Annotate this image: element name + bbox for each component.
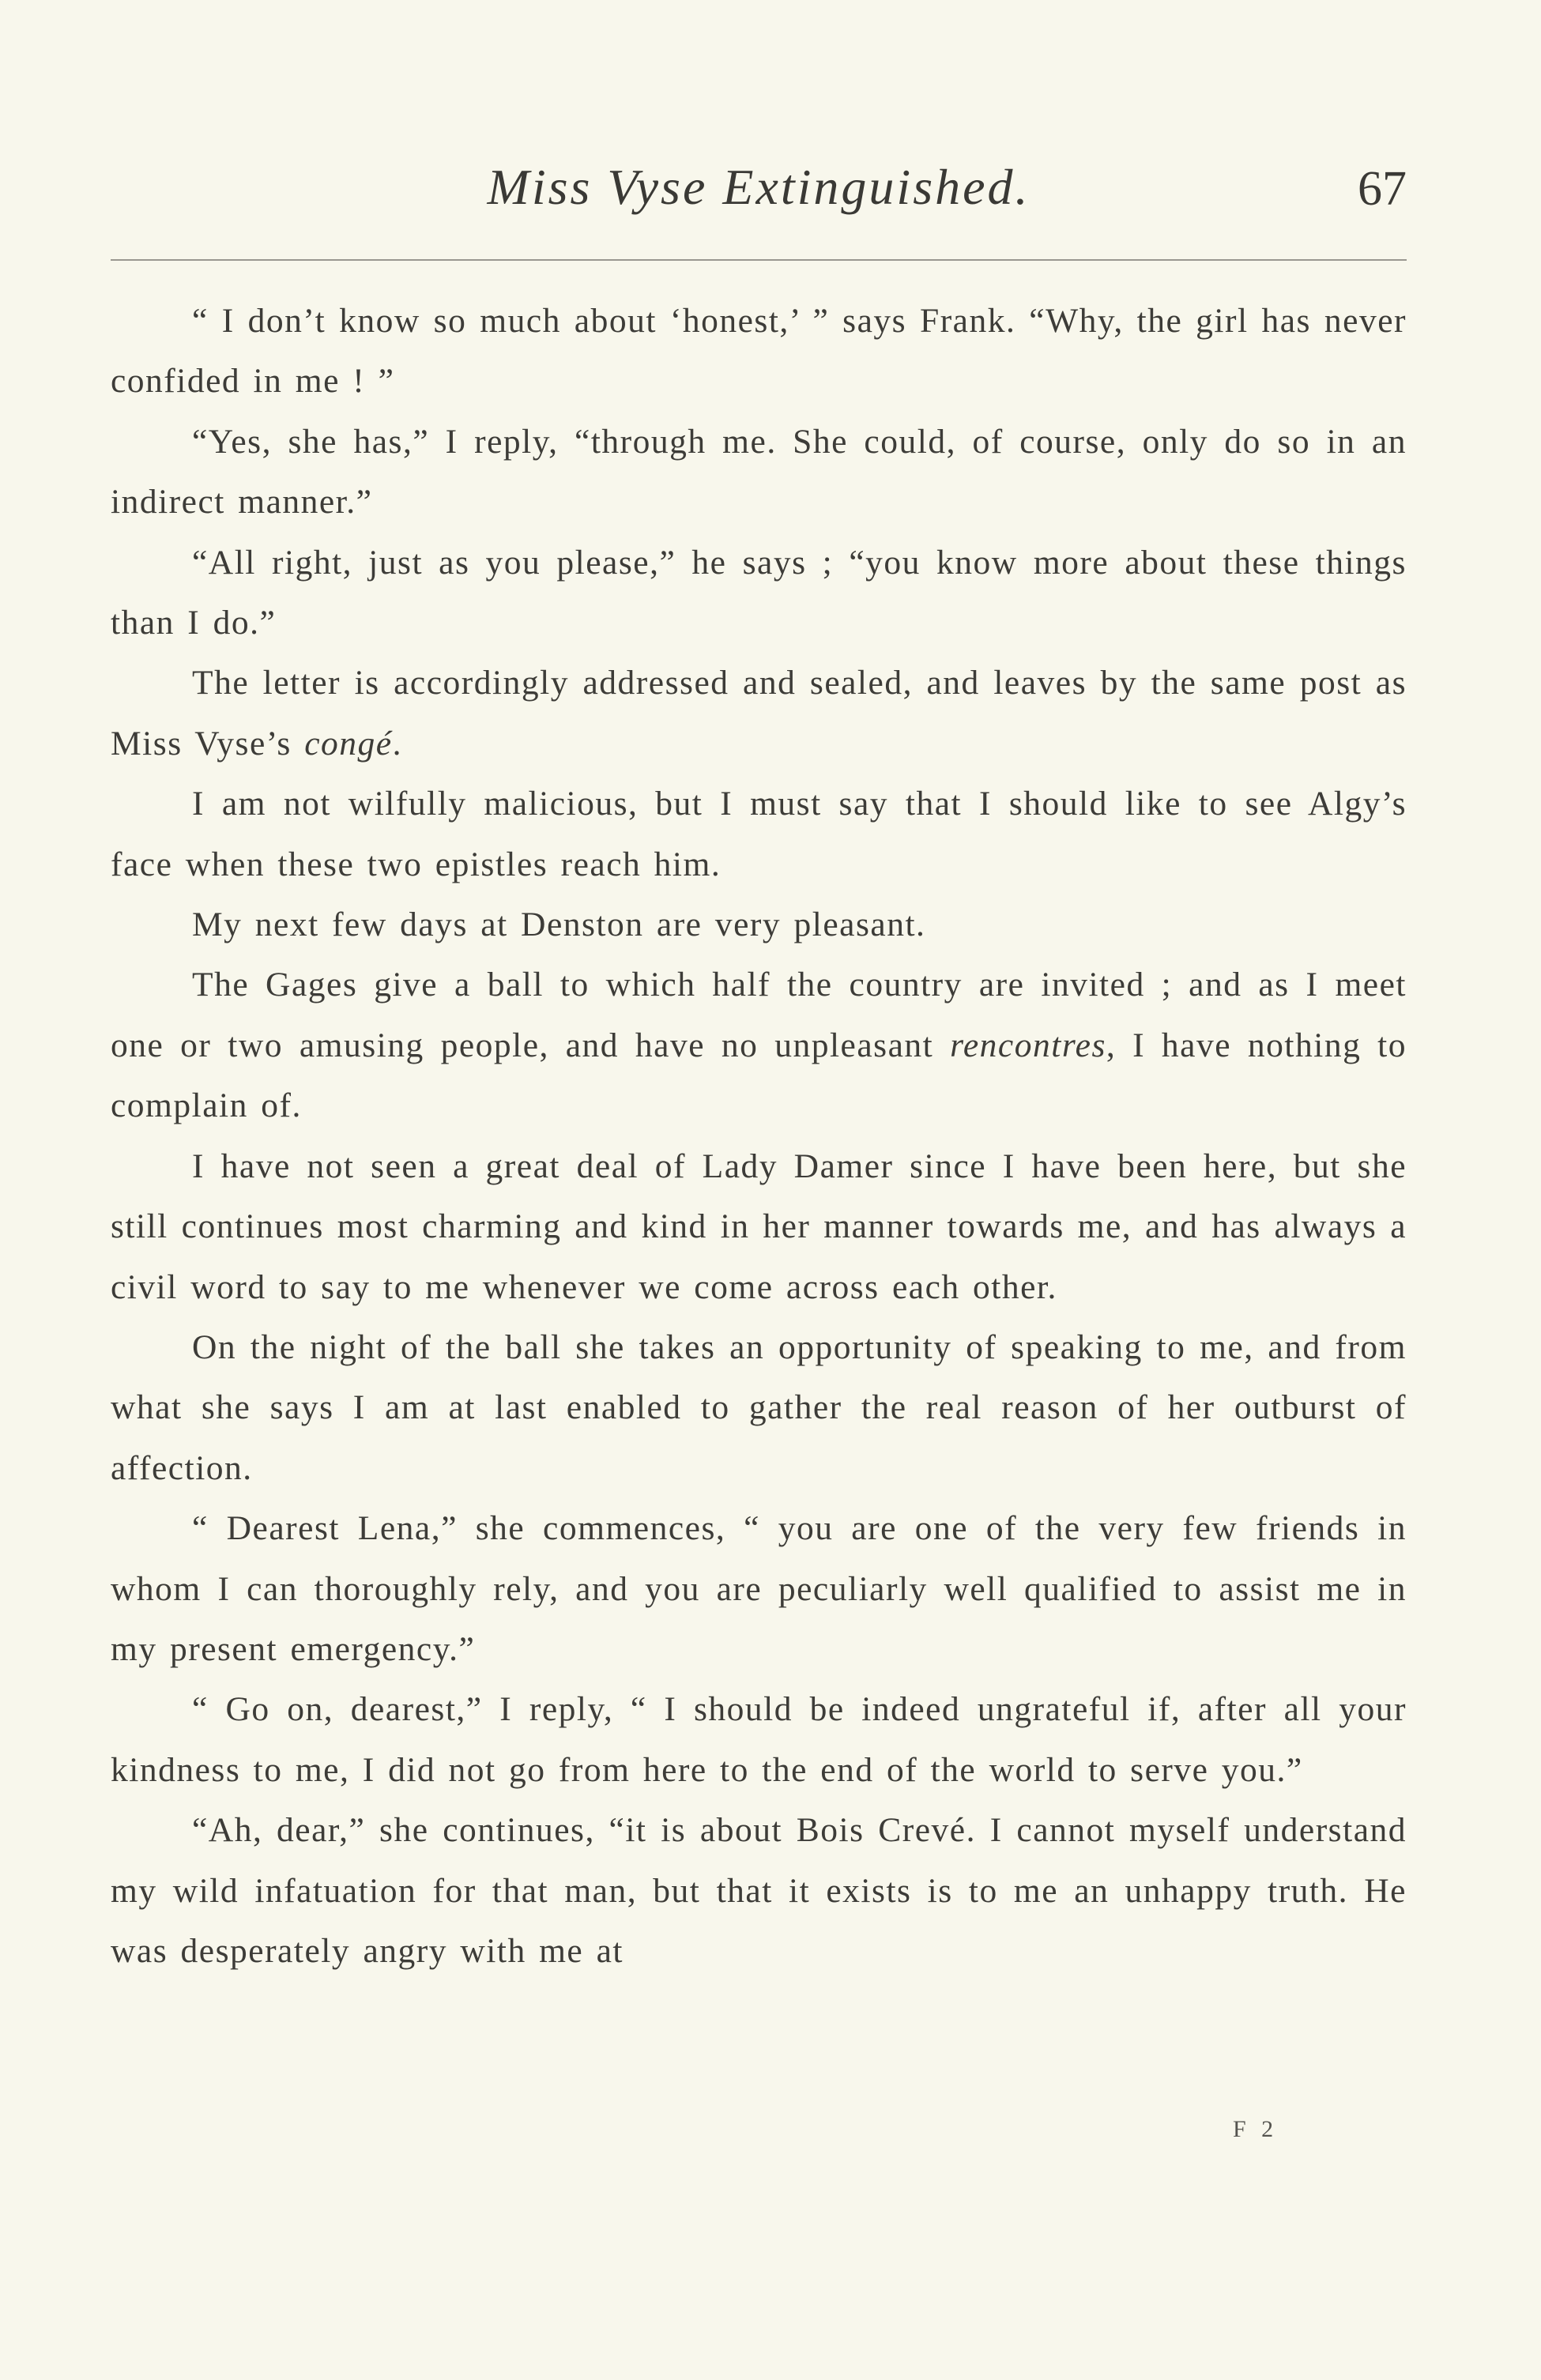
paragraph: “All right, just as you please,” he says ; “you know more about these things than I do.” — [111, 543, 1407, 642]
paragraph: My next few days at Denston are very pleasant. — [192, 906, 926, 944]
signature-mark: F 2 — [1233, 2116, 1279, 2142]
header-rule — [111, 259, 1407, 261]
italic-word: rencontres — [950, 1026, 1106, 1064]
paragraph: On the night of the ball she takes an opportunity of speaking to me, and from what she says I am at last enabled to gather the real reason of her outburst of affection. — [111, 1327, 1407, 1487]
running-head — [111, 158, 1407, 229]
italic-word: congé — [304, 724, 393, 763]
chapter-title: Miss Vyse Extinguished. — [487, 159, 1030, 215]
page-number: 67 — [1358, 162, 1407, 216]
paragraph: “Yes, she has,” I reply, “through me. She could, of course, only do so in an indirect manner.” — [111, 422, 1407, 522]
paragraph: The Gages give a ball to which half the country are invited ; and as I meet one or two amusing people, and have no unpleasant rencontres, I have nothing to complain of. — [111, 966, 1407, 1125]
paragraph: The letter is accordingly addressed and sealed, and leaves by the same post as Miss Vyse’s congé. — [111, 664, 1407, 763]
body-text — [111, 291, 1407, 1981]
paragraph: I am not wilfully malicious, but I must say that I should like to see Algy’s face when these two epistles reach him. — [111, 785, 1407, 883]
paragraph: “ Dearest Lena,” she commences, “ you are one of the very few friends in whom I can thoroughly rely, and you are peculiarly well qualified to assist me in my present emergency.” — [111, 1509, 1407, 1668]
paragraph: “ Go on, dearest,” I reply, “ I should be indeed ungrateful if, after all your kindness to me, I did not go from here to the end of the world to serve you.” — [111, 1690, 1407, 1789]
paragraph: I have not seen a great deal of Lady Damer since I have been here, but she still continues most charming and kind in her manner towards me, and has always a civil word to say to me whenever we come across each other. — [111, 1147, 1407, 1306]
paragraph: “Ah, dear,” she continues, “it is about Bois Crevé. I cannot myself understand my wild infatuation for that man, but that it exists is to me an unhappy truth. He was desperately angry with me at — [111, 1811, 1407, 1970]
paragraph: “ I don’t know so much about ‘honest,’ ” says Frank. “Why, the girl has never confided in me ! ” — [111, 302, 1407, 401]
